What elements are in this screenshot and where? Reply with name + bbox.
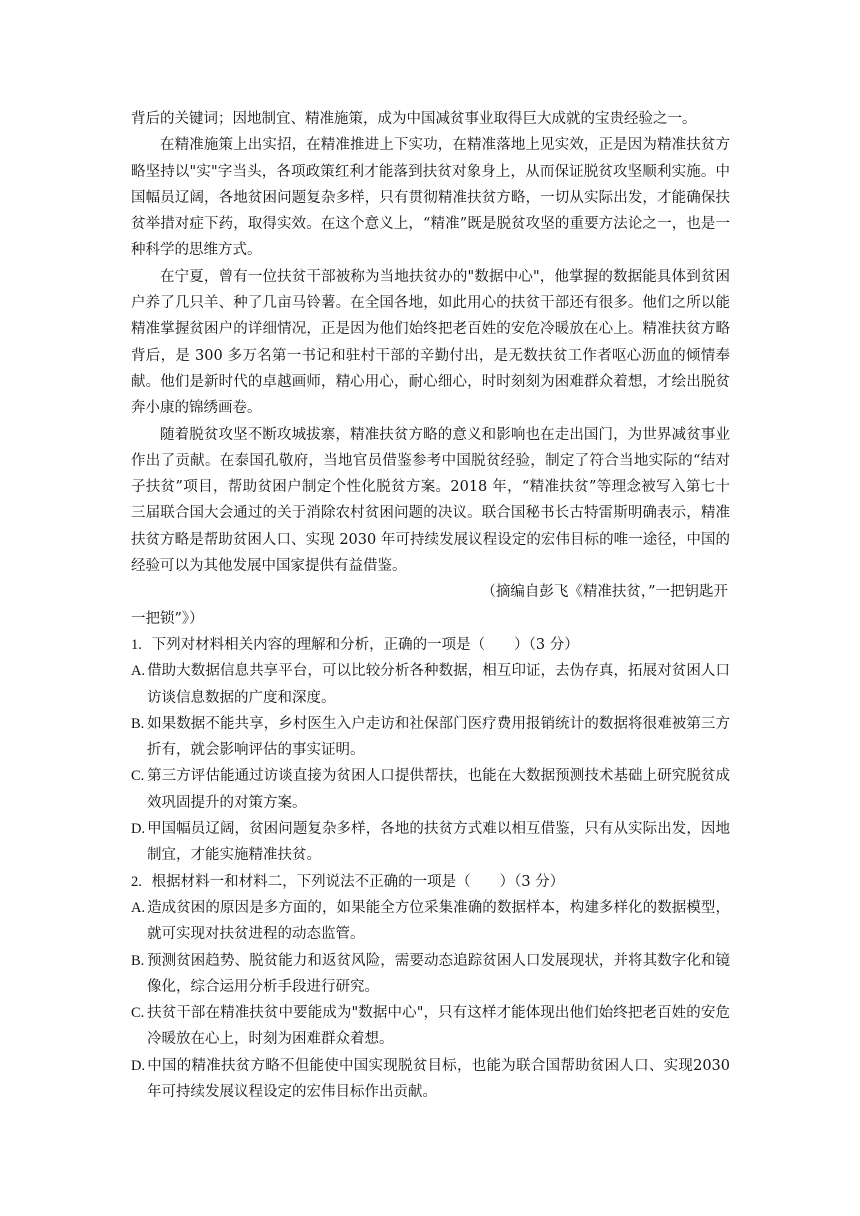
question-1	[131, 632, 730, 869]
option-text: 预测贫困趋势、脱贫能力和返贫风险，需要动态追踪贫困人口发展现状，并将其数字化和镜像化，综合运用分析手段进行研究。	[147, 952, 730, 995]
passage-paragraph-2: 在宁夏，曾有一位扶贫干部被称为当地扶贫办的"数据中心"，他掌握的数据能具体到贫困户养了几只羊、种了几亩马铃薯。在全国各地，如此用心的扶贫干部还有很多。他们之所以能精准掌握贫困户的详细情况，正是因为他们始终把老百姓的安危冷暖放在心上。精准扶贫方略背后，是 300 多万名第一书记和驻村干部的辛勤付出，是无数扶贫工作者呕心沥血的倾情奉献。他们是新时代的卓越画师，精心用心，耐心细心，时时刻刻为困难群众着想，才绘出脱贫奔小康的锦绣画卷。	[131, 268, 730, 417]
option-label: D.	[131, 821, 146, 838]
option-c	[131, 1000, 730, 1053]
question-number: 2.	[131, 873, 142, 890]
option-text: 中国的精准扶贫方略不但能使中国实现脱贫目标，也能为联合国帮助贫困人口、实现2030 年可持续发展议程设定的宏伟目标作出贡献。	[147, 1057, 730, 1100]
option-text: 如果数据不能共享，乡村医生入户走访和社保部门医疗费用报销统计的数据将很难被第三方折有，就会影响评估的事实证明。	[147, 715, 730, 759]
option-label: B.	[131, 952, 145, 969]
question-2	[131, 869, 730, 1106]
option-label: D.	[131, 1057, 146, 1074]
option-d	[131, 816, 730, 869]
question-text: 下列对材料相关内容的理解和分析，正确的一项是（ ）（3 分）	[151, 636, 579, 653]
question-text: 根据材料一和材料二，下列说法不正确的一项是（ ）（3 分）	[151, 873, 565, 890]
option-text: 甲国幅员辽阔，贫困问题复杂多样，各地的扶贫方式难以相互借鉴，只有从实际出发，因地制宜，才能实施精准扶贫。	[147, 821, 730, 864]
passage-opening-line: 背后的关键词；因地制宜、精准施策，成为中国减贫事业取得巨大成就的宝贵经验之一。	[131, 111, 697, 127]
option-text: 借助大数据信息共享平台，可以比较分析各种数据，相互印证，去伪存真，拓展对贫困人口访谈信息数据的广度和深度。	[147, 663, 730, 706]
option-b	[131, 948, 730, 1001]
option-c	[131, 763, 730, 816]
option-b	[131, 711, 730, 764]
question-stem	[131, 869, 730, 895]
option-label: C.	[131, 1005, 145, 1022]
option-a	[131, 658, 730, 711]
option-label: A.	[131, 899, 146, 916]
option-text: 扶贫干部在精准扶贫中要能成为"数据中心"，只有这样才能体现出他们始终把老百姓的安危冷暖放在心上，时刻为困难群众着想。	[147, 1005, 730, 1048]
passage-paragraph-1: 在精准施策上出实招，在精准推进上下实功，在精准落地上见实效，正是因为精准扶贫方略坚持以"实"字当头，各项政策红利才能落到扶贫对象身上，从而保证脱贫攻坚顺利实施。中国幅员辽阔，各地贫困问题复杂多样，只有贯彻精准扶贫方略，一切从实际出发，才能确保扶贫举措对症下药，取得实效。在这个意义上，“精准”既是脱贫攻坚的重要方法论之一，也是一种科学的思维方式。	[131, 137, 730, 259]
option-a	[131, 895, 730, 948]
question-stem	[131, 632, 730, 658]
source-citation: （摘编自彭飞《精准扶贫，”一把钥匙开	[481, 584, 728, 601]
question-number: 1.	[131, 636, 142, 653]
option-label: A.	[131, 663, 146, 680]
option-label: B.	[131, 715, 145, 732]
option-text: 第三方评估能通过访谈直接为贫困人口提供帮扶，也能在大数据预测技术基础上研究脱贫成效巩固提升的对策方案。	[147, 768, 730, 811]
source-citation-continued: 一把锁”》）	[131, 610, 204, 627]
option-text: 造成贫困的原因是多方面的，如果能全方位采集准确的数据样本，构建多样化的数据模型，就可实现对扶贫进程的动态监管。	[147, 899, 730, 943]
option-label: C.	[131, 768, 145, 785]
passage-paragraph-3: 随着脱贫攻坚不断攻城拔寨，精准扶贫方略的意义和影响也在走出国门，为世界减贫事业作出了贡献。在泰国孔敬府，当地官员借鉴参考中国脱贫经验，制定了符合当地实际的“结对子扶贫”项目，帮助贫困户制定个性化脱贫方案。2018 年，“精准扶贫”等理念被写入第七十三届联合国大会通过的关于消除农村贫困问题的决议。联合国秘书长古特雷斯明确表示，精准扶贫方略是帮助贫困人口、实现 2030 年可持续发展议程设定的宏伟目标的唯一途径，中国的经验可以为其他发展中国家提供有益借鉴。	[131, 426, 730, 575]
option-d	[131, 1053, 730, 1106]
